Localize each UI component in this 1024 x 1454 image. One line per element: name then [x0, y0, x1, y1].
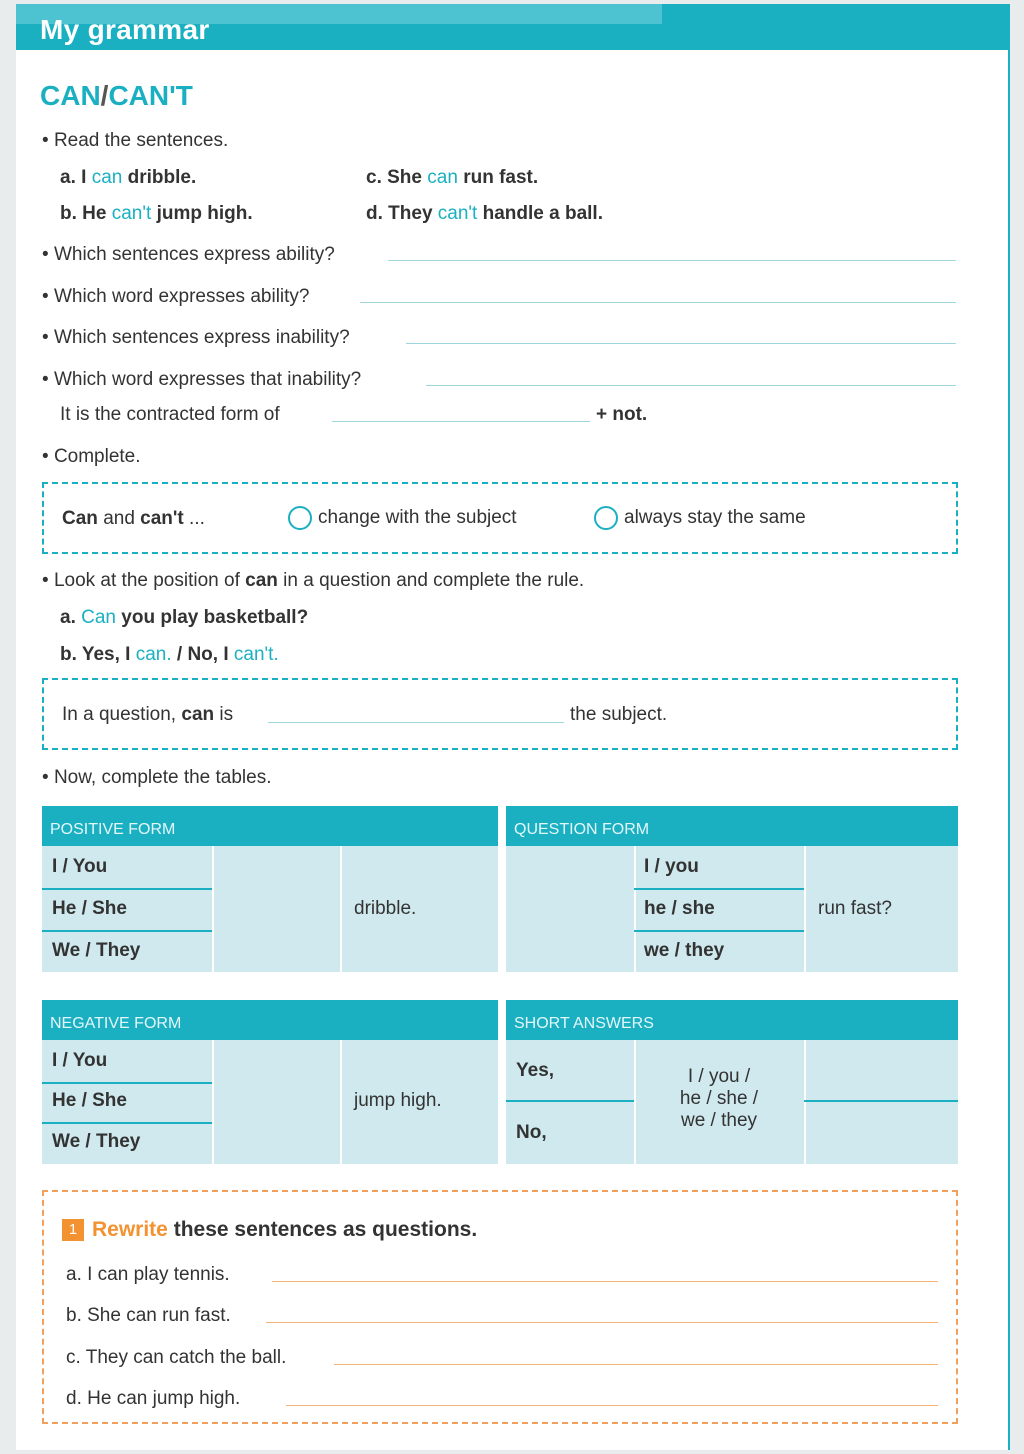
example-b: b. He can't jump high. [60, 203, 253, 224]
exercise-answer-line-a[interactable] [272, 1281, 938, 1282]
complete-bullet: • Complete. [42, 446, 141, 467]
question-2: • Which word expresses ability? [42, 286, 310, 307]
exercise-item-a: a. I can play tennis. [66, 1264, 230, 1285]
exercise-answer-line-b[interactable] [266, 1322, 938, 1323]
short-answer-no: No, [516, 1122, 547, 1143]
negative-verb: jump high. [354, 1090, 442, 1111]
contracted-suffix: + not. [596, 404, 648, 425]
question-form-table [506, 806, 958, 972]
intro-bullet: • Read the sentences. [42, 130, 229, 151]
complete-lead: Can and can't ... [62, 508, 205, 529]
example-d: d. They can't handle a ball. [366, 203, 603, 224]
page-title: My grammar [40, 14, 210, 45]
exercise-item-c: c. They can catch the ball. [66, 1347, 287, 1368]
complete-box [42, 482, 958, 554]
short-answers-title: SHORT ANSWERS [506, 1000, 958, 1040]
question-subject-3: we / they [644, 940, 725, 961]
exercise-answer-line-d[interactable] [286, 1405, 938, 1406]
exercise-box [42, 1190, 958, 1424]
exercise-item-d: d. He can jump high. [66, 1388, 241, 1409]
negative-subject-1: I / You [52, 1050, 108, 1071]
question-verb: run fast? [818, 898, 892, 919]
contracted-answer-line[interactable] [332, 421, 590, 422]
negative-form-title: NEGATIVE FORM [42, 1000, 498, 1040]
option-same[interactable]: always stay the same [594, 506, 806, 530]
header-bar [16, 4, 1008, 50]
short-answer-pronouns: I / you / he / she / we / they [679, 1066, 759, 1131]
negative-form-table [42, 1000, 498, 1164]
exercise-answer-line-c[interactable] [334, 1364, 938, 1365]
question-1: • Which sentences express ability? [42, 244, 335, 265]
rule-answer-line[interactable] [268, 722, 564, 723]
rule-pre: In a question, can is [62, 704, 234, 725]
rule-box [42, 678, 958, 750]
short-answer-yes: Yes, [516, 1060, 555, 1081]
exercise-item-b: b. She can run fast. [66, 1305, 231, 1326]
answer-line-1[interactable] [388, 260, 956, 261]
question-4: • Which word expresses that inability? [42, 369, 362, 390]
negative-subject-2: He / She [52, 1090, 127, 1111]
position-bullet: • Look at the position of can in a question and complete the rule. [42, 570, 585, 591]
answer-line-4[interactable] [426, 385, 956, 386]
question-form-title: QUESTION FORM [506, 806, 958, 846]
positive-form-table [42, 806, 498, 972]
example-c: c. She can run fast. [366, 167, 539, 188]
option-change[interactable]: change with the subject [288, 506, 517, 530]
positive-subject-2: He / She [52, 898, 127, 919]
positive-subject-1: I / You [52, 856, 108, 877]
positive-form-title: POSITIVE FORM [42, 806, 498, 846]
question-subject-1: I / you [644, 856, 699, 877]
worksheet-page [16, 4, 1010, 1450]
question-3: • Which sentences express inability? [42, 327, 350, 348]
radio-circle-icon[interactable] [594, 506, 618, 530]
positive-verb: dribble. [354, 898, 417, 919]
positive-subject-3: We / They [52, 940, 141, 961]
rule-post: the subject. [570, 704, 668, 725]
position-example-b: b. Yes, I can. / No, I can't. [60, 644, 279, 665]
question-subject-2: he / she [644, 898, 715, 919]
tables-intro: • Now, complete the tables. [42, 767, 272, 788]
answer-line-3[interactable] [406, 343, 956, 344]
radio-circle-icon[interactable] [288, 506, 312, 530]
exercise-heading: 1 Rewrite these sentences as questions. [62, 1218, 477, 1242]
exercise-number: 1 [62, 1219, 84, 1241]
example-a: a. I can dribble. [60, 167, 197, 188]
position-example-a: a. Can you play basketball? [60, 607, 309, 628]
negative-subject-3: We / They [52, 1131, 141, 1152]
answer-line-2[interactable] [360, 302, 956, 303]
short-answers-table [506, 1000, 958, 1164]
section-title: CAN/CAN'T [40, 80, 193, 111]
contracted-prefix: It is the contracted form of [60, 404, 280, 425]
